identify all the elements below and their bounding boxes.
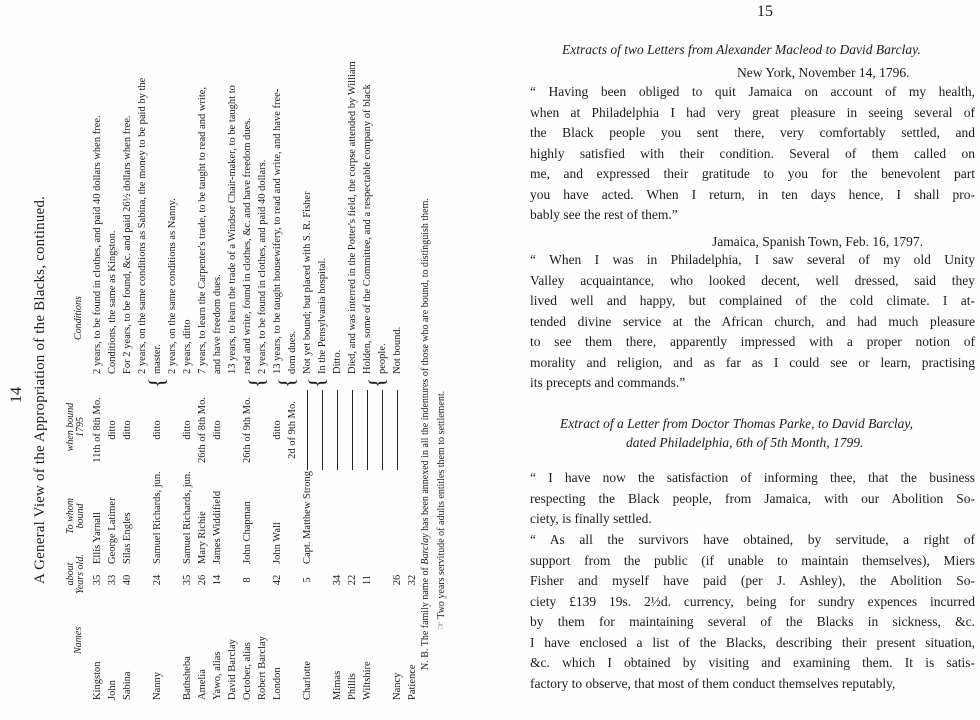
text-line: Fisher and myself have paid (per J. Ashley), the Abolition So- bbox=[530, 573, 975, 588]
cell-condition: master. bbox=[152, 343, 163, 374]
text-line: factory to observe, that most of them conduct themselves reputably, bbox=[530, 675, 896, 691]
table-row bbox=[197, 50, 209, 700]
rotated-table bbox=[28, 50, 458, 700]
cell-age: 40 bbox=[122, 574, 133, 586]
text-line: “ I have now the satisfaction of informing thee, that the business bbox=[530, 470, 975, 485]
text-line: &c. which I obtained by visiting and examining them. It is satis- bbox=[530, 655, 975, 670]
brace-4: { bbox=[304, 377, 329, 388]
brace-3: { bbox=[274, 377, 299, 388]
table-row bbox=[242, 50, 254, 700]
cell-name: John bbox=[107, 680, 118, 700]
text-line: lived well and happy, but complained of the cold climate. I at- bbox=[530, 293, 975, 308]
cell-condition: dom dues. bbox=[287, 330, 298, 374]
cell-age: 14 bbox=[212, 574, 223, 586]
cell-to-whom: John Wall bbox=[272, 522, 283, 564]
cell-condition: Conditions, the same as Kingston. bbox=[107, 230, 118, 374]
cell-to-whom: Capt. Matthew Strong bbox=[302, 470, 313, 564]
cell-name: London bbox=[272, 667, 283, 700]
cell-condition: 13 years, to be taught housewifery, to read and write, and have free- bbox=[272, 88, 283, 374]
cell-name: Phillis bbox=[347, 673, 358, 700]
dash-rule bbox=[367, 390, 368, 470]
table-row bbox=[272, 50, 284, 700]
cell-to-whom: Samuel Richards, jun. bbox=[152, 471, 163, 564]
table-row bbox=[227, 50, 239, 700]
footnote: ☞ Two years servitude of adults entitles them to settlement. bbox=[436, 390, 447, 630]
cell-when-bound: 26th of 9th Mo. bbox=[242, 397, 253, 463]
header-age bbox=[66, 554, 86, 594]
cell-name: Charlotte bbox=[302, 660, 313, 700]
cell-name: Amelia bbox=[197, 669, 208, 700]
cell-when-bound: ditto bbox=[152, 420, 163, 440]
letter-1-body bbox=[530, 82, 975, 226]
table-row bbox=[317, 50, 329, 700]
text-line: the Black people you sent there, very comfortably settled, and bbox=[530, 125, 975, 140]
cell-condition: read and write, found in clothes, &c. and have freedom dues. bbox=[242, 118, 253, 374]
cell-age: 35 bbox=[182, 574, 193, 586]
header-age-line2: Years old. bbox=[75, 554, 86, 594]
cell-name: Nancy bbox=[392, 672, 403, 700]
page-number-left: 14 bbox=[8, 387, 25, 403]
cell-name: Kingston bbox=[92, 661, 103, 700]
cell-condition: Died, and was interred in the Potter's field, the corpse attended by William bbox=[347, 61, 358, 374]
table-row bbox=[347, 50, 359, 700]
cell-age: 8 bbox=[242, 577, 253, 583]
cell-to-whom: John Chapman bbox=[242, 501, 253, 564]
text-line: you have acted. When I return, in ten days hence, I shall pro- bbox=[530, 186, 975, 202]
cell-condition: Ditto. bbox=[332, 349, 343, 374]
cell-condition: 2 years, ditto bbox=[182, 319, 193, 374]
text-line: ciety £139 19s. 2½d. currency, being for sundry expences incurred bbox=[530, 593, 975, 609]
cell-age: 35 bbox=[92, 574, 103, 586]
table-row bbox=[377, 50, 389, 700]
table-row bbox=[137, 50, 149, 700]
cell-to-whom: Silas Engles bbox=[122, 512, 133, 564]
parke-letter-para-2 bbox=[530, 530, 975, 694]
cell-condition: Not yet bound; but placed with S. R. Fisher bbox=[302, 191, 313, 374]
letter-2-body bbox=[530, 250, 975, 394]
cell-condition: Holden, some of the Committee, and a respectable company of black bbox=[362, 84, 373, 374]
dateline-jamaica: Jamaica, Spanish Town, Feb. 16, 1797. bbox=[712, 234, 924, 249]
heading-macleod-letters: Extracts of two Letters from Alexander Macleod to David Barclay. bbox=[562, 42, 921, 57]
cell-name: October, alias bbox=[242, 642, 253, 700]
cell-age: 42 bbox=[272, 574, 283, 586]
text-line: support from the public (if unable to maintain themselves), Miers bbox=[530, 552, 975, 568]
header-when-bound bbox=[66, 392, 86, 462]
text-line: respecting the Black people, from Jamaica, with our Abolition So- bbox=[530, 490, 975, 506]
cell-to-whom: Ellis Yarnall bbox=[92, 512, 103, 564]
dash-rule bbox=[307, 390, 308, 470]
dash-rule bbox=[397, 390, 398, 470]
cell-age: 24 bbox=[152, 574, 163, 586]
table-row bbox=[362, 50, 374, 700]
table-row bbox=[407, 50, 419, 700]
cell-to-whom: Mary Richie bbox=[197, 511, 208, 564]
text-line: bably see the rest of them.” bbox=[530, 207, 678, 222]
cell-when-bound: 2d of 9th Mo. bbox=[287, 401, 298, 459]
table-row bbox=[107, 50, 119, 700]
header-when-line1: when bound bbox=[65, 402, 76, 452]
brace-1: { bbox=[144, 377, 169, 388]
table-row bbox=[122, 50, 134, 700]
header-when-line2: 1795 bbox=[75, 417, 86, 437]
header-names: Names bbox=[73, 626, 84, 654]
cell-name: Patience bbox=[407, 664, 418, 700]
cell-name: Bathsheba bbox=[182, 656, 193, 700]
cell-when-bound: 26th of 8th Mo. bbox=[197, 397, 208, 463]
cell-when-bound: ditto bbox=[212, 420, 223, 440]
cell-name: Wiltshire bbox=[362, 661, 373, 700]
cell-age: 26 bbox=[197, 574, 208, 586]
dash-rule bbox=[322, 390, 323, 470]
cell-condition: 13 years, to learn the trade of a Windsor Chair-maker, to be taught to bbox=[227, 85, 238, 374]
table-row bbox=[302, 50, 314, 700]
cell-condition: Not bound. bbox=[392, 326, 403, 374]
header-conditions: Conditions bbox=[73, 296, 84, 340]
cell-age: 11 bbox=[362, 574, 373, 586]
cell-name: David Barclay bbox=[227, 639, 238, 700]
cell-name: Nanny bbox=[152, 672, 163, 700]
text-line: “ As all the survivors have obtained, by servitude, a right of bbox=[530, 532, 975, 547]
text-line: I have enclosed a list of the Blacks, describing their present situation, bbox=[530, 634, 975, 650]
cell-when-bound: 11th of 8th Mo. bbox=[92, 397, 103, 463]
text-line: highly satisfied with their condition. Several of them called on bbox=[530, 145, 975, 161]
cell-to-whom: James Widdifield bbox=[212, 490, 223, 564]
cell-name: Yawo, alias bbox=[212, 651, 223, 700]
table-row bbox=[167, 50, 179, 700]
cell-condition: In the Pensylvania hospital. bbox=[317, 257, 328, 374]
text-line: “ When I was in Philadelphia, I saw several of my old Unity bbox=[530, 252, 975, 267]
header-to-whom bbox=[66, 476, 86, 556]
table-row bbox=[182, 50, 194, 700]
cell-age: 32 bbox=[407, 574, 418, 586]
cell-name: Sabina bbox=[122, 671, 133, 700]
cell-condition: 2 years, on the same conditions as Sabina, the money to be paid by the bbox=[137, 77, 148, 374]
cell-condition: and have freedom dues. bbox=[212, 274, 223, 374]
header-whom-line1: To whom bbox=[65, 497, 76, 535]
pointing-hand-icon: ☞ bbox=[436, 621, 447, 630]
cell-condition: 2 years, on the same conditions as Nanny. bbox=[167, 198, 178, 374]
cell-condition: For 2 years, to be found, &c. and paid 26½ dollars when free. bbox=[122, 115, 133, 374]
header-whom-line2: bound bbox=[75, 503, 86, 529]
table-row bbox=[92, 50, 104, 700]
brace-2: { bbox=[244, 377, 269, 388]
dash-rule bbox=[337, 390, 338, 470]
table-row bbox=[392, 50, 404, 700]
table-row bbox=[287, 50, 299, 700]
text-line: me, and expressed their gratitude to you for the benevolent part bbox=[530, 166, 975, 181]
text-line: to see them there, apparently impressed with a proper notion of bbox=[530, 334, 975, 349]
text-line: tended divine service at the African church, and had much pleasure bbox=[530, 313, 975, 329]
cell-condition: 2 years, to be found in clothes, and paid 40 dollars when free. bbox=[92, 115, 103, 374]
cell-condition: 2 years, to be found in clothes, and paid 40 dollars. bbox=[257, 159, 268, 374]
cell-age: 33 bbox=[107, 574, 118, 586]
cell-when-bound: ditto bbox=[122, 420, 133, 440]
cell-when-bound: ditto bbox=[272, 420, 283, 440]
table-row bbox=[332, 50, 344, 700]
parke-letter-para-1 bbox=[530, 468, 975, 530]
cell-name: Robert Barclay bbox=[257, 636, 268, 700]
dash-rule bbox=[352, 390, 353, 470]
text-line: by them for maintaining several of the Blacks in sickness, &c. bbox=[530, 614, 975, 629]
brace-5: { bbox=[364, 377, 389, 388]
table-row bbox=[212, 50, 224, 700]
cell-name: Mimas bbox=[332, 670, 343, 700]
cell-age: 26 bbox=[392, 574, 403, 586]
cell-when-bound: ditto bbox=[182, 420, 193, 440]
cell-condition: 7 years, to learn the Carpenter's trade, to be taught to read and write, bbox=[197, 86, 208, 374]
text-line: Valley acquaintance, who looked decent, well dressed, said they bbox=[530, 272, 975, 288]
text-line: its precepts and commands.” bbox=[530, 375, 686, 390]
cell-to-whom: George Latimer bbox=[107, 497, 118, 564]
page-number-right: 15 bbox=[757, 3, 773, 20]
header-age-line1: about bbox=[65, 562, 76, 586]
cell-to-whom: Samuel Richards, jun. bbox=[182, 471, 193, 564]
text-line: when at Philadelphia I had very great pleasure in seeing several of bbox=[530, 104, 975, 120]
right-page bbox=[490, 0, 980, 720]
cell-age: 22 bbox=[347, 574, 358, 586]
table-row bbox=[152, 50, 164, 700]
dateline-new-york: New York, November 14, 1796. bbox=[737, 65, 910, 80]
table-title: A General View of the Appropriation of the Blacks, continued. bbox=[32, 196, 48, 585]
cell-condition: people. bbox=[377, 343, 388, 374]
cell-when-bound: ditto bbox=[107, 420, 118, 440]
text-line: “ Having been obliged to quit Jamaica on account of my health, bbox=[530, 84, 975, 99]
text-line: ciety, is finally settled. bbox=[530, 511, 652, 526]
nota-bene: N. B. The family name of Barclay has been annexed in all the indentures of those who are bound, to distinguish them. bbox=[420, 198, 431, 670]
table-row bbox=[257, 50, 269, 700]
text-line: morality and religion, and as far as I could see or learn, practising bbox=[530, 354, 975, 370]
cell-age: 5 bbox=[302, 577, 313, 583]
cell-age: 34 bbox=[332, 574, 343, 586]
dash-rule bbox=[382, 390, 383, 470]
heading-parke-letter: Extract of a Letter from Doctor Thomas Parke, to David Barclay, dated Philadelphia, 6th of 5th Month, 1799. bbox=[560, 416, 913, 450]
